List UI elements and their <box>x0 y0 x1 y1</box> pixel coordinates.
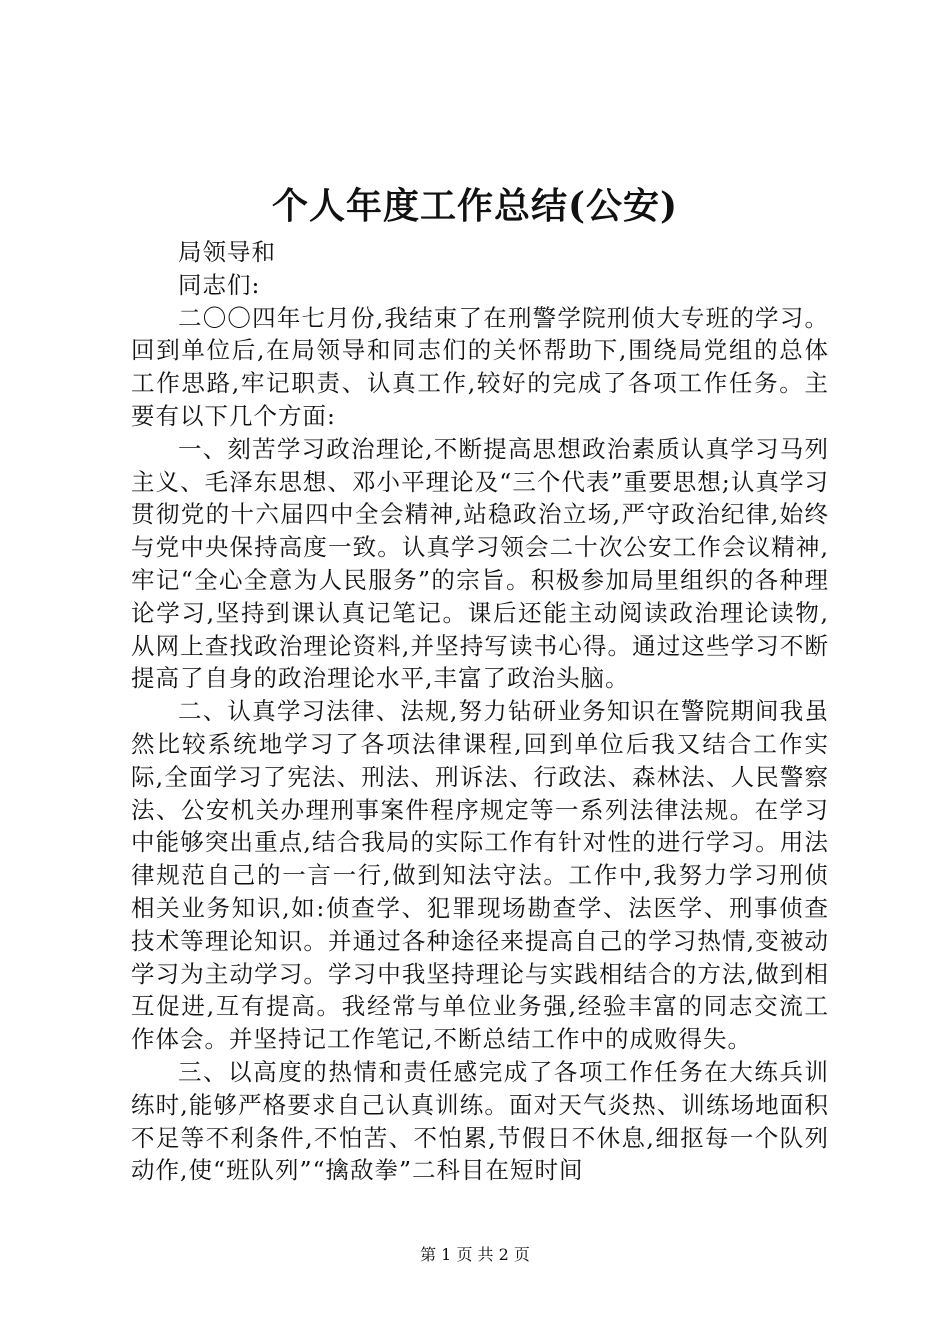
paragraph-section-3: 三、以高度的热情和责任感完成了各项工作任务在大练兵训练时,能够严格要求自己认真训练。面对天气炎热、训练场地面积不足等不利条件,不怕苦、不怕累,节假日不休息,细抠每一个队列动作,使“班队列”“擒敌拳”二科目在短时间 <box>131 1057 829 1185</box>
document-body <box>131 236 829 1187</box>
page-number-footer: 第 1 页 共 2 页 <box>420 1245 530 1264</box>
salutation-line-1: 局领导和 <box>178 238 276 266</box>
document-title: 个人年度工作总结(公安) <box>271 185 679 227</box>
paragraph-section-2: 二、认真学习法律、法规,努力钻研业务知识在警院期间我虽然比较系统地学习了各项法律课程,回到单位后我又结合工作实际,全面学习了宪法、刑法、刑诉法、行政法、森林法、人民警察法、公安机关办理刑事案件程序规定等一系列法律法规。在学习中能够突出重点,结合我局的实际工作有针对性的进行学习。用法律规范自己的一言一行,做到知法守法。工作中,我努力学习刑侦相关业务知识,如:侦查学、犯罪现场勘查学、法医学、刑事侦查技术等理论知识。并通过各种途径来提高自己的学习热情,变被动学习为主动学习。学习中我坚持理论与实践相结合的方法,做到相互促进,互有提高。我经常与单位业务强,经验丰富的同志交流工作体会。并坚持记工作笔记,不断总结工作中的成败得失。 <box>131 697 829 1054</box>
paragraph-section-1: 一、刻苦学习政治理论,不断提高思想政治素质认真学习马列主义、毛泽东思想、邓小平理论及“三个代表”重要思想;认真学习贯彻党的十六届四中全会精神,站稳政治立场,严守政治纪律,始终与党中央保持高度一致。认真学习领会二十次公安工作会议精神,牢记“全心全意为人民服务”的宗旨。积极参加局里组织的各种理论学习,坚持到课认真记笔记。课后还能主动阅读政治理论读物,从网上查找政治理论资料,并坚持写读书心得。通过这些学习不断提高了自身的政治理论水平,丰富了政治头脑。 <box>131 434 829 693</box>
paragraph-intro: 二〇〇四年七月份,我结束了在刑警学院刑侦大专班的学习。回到单位后,在局领导和同志们的关怀帮助下,围绕局党组的总体工作思路,牢记职责、认真工作,较好的完成了各项工作任务。主要有以下几个方面: <box>131 303 829 430</box>
salutation-line-2: 同志们: <box>178 270 261 299</box>
